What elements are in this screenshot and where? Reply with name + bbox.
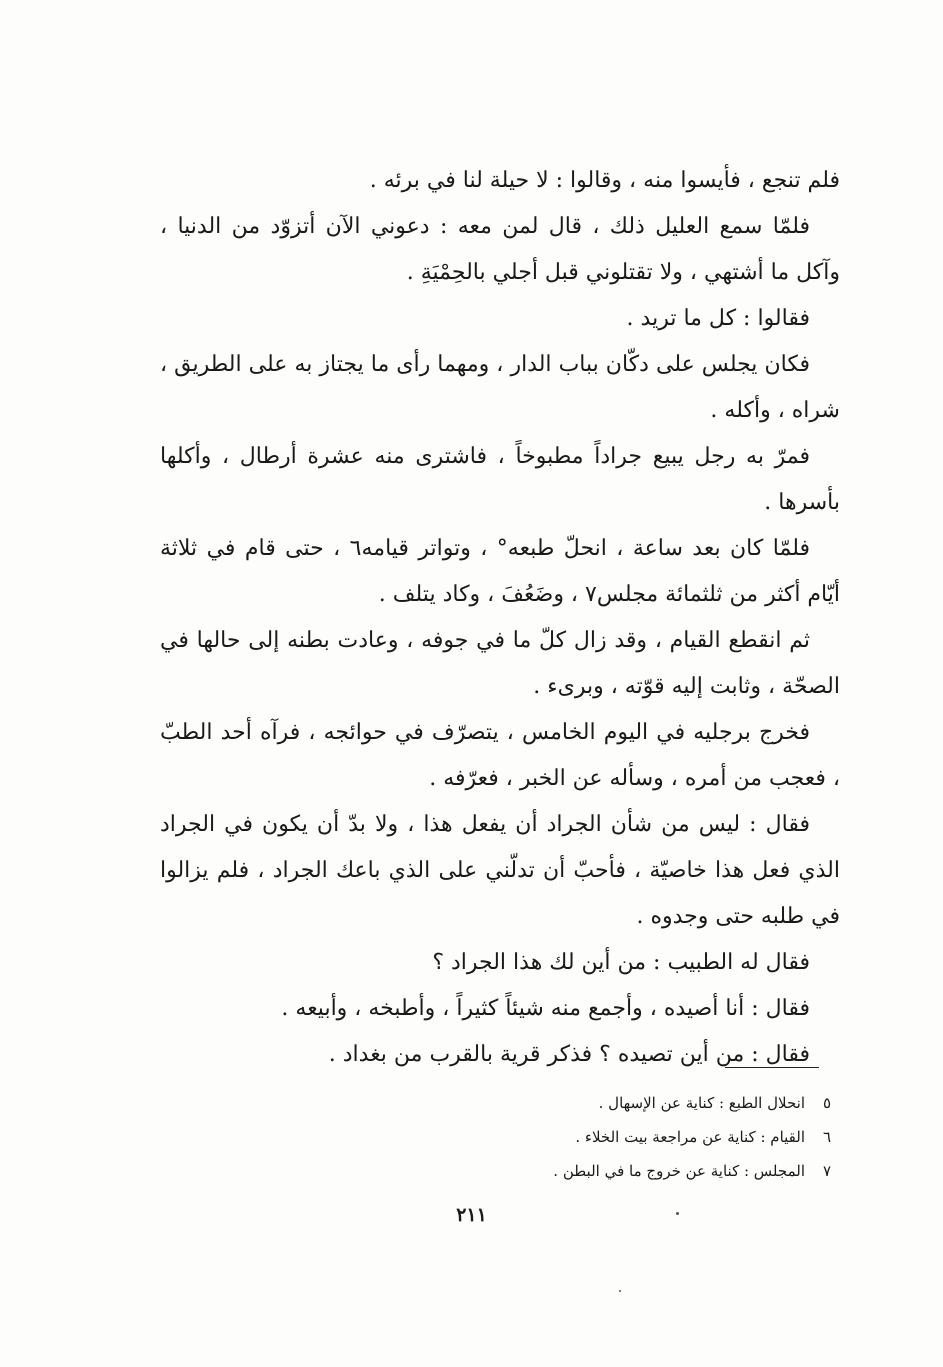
footnote-number: ٥ [822,1094,831,1112]
paragraph: فمرّ به رجل يبيع جراداً مطبوخاً ، فاشترى منه عشرة أرطال ، وأكلها بأسرها . [160,444,840,515]
paragraph: فخرج برجليه في اليوم الخامس ، يتصرّف في حوائجه ، فرآه أحد الطبّ ، فعجب من أمره ، وسأله عن الخبر ، فعرّفه . [160,720,840,791]
page-number: ٢١١ [456,1204,487,1226]
paragraph: ثم انقطع القيام ، وقد زال كلّ ما في جوفه ، وعادت بطنه إلى حالها في الصحّة ، وثابت إليه قوّته ، وبرىء . [160,628,840,699]
paragraph: فلمّا سمع العليل ذلك ، قال لمن معه : دعوني الآن أتزوّد من الدنيا ، وآكل ما أشتهي ، ولا تقتلوني قبل أجلي بالحِمْيَةِ . [160,214,840,285]
main-text [160,158,840,1078]
footnote-number: ٧ [822,1162,831,1180]
paragraph: فقال له الطبيب : من أين لك هذا الجراد ؟ [432,950,810,975]
paragraph: فلم تنجع ، فأيسوا منه ، وقالوا : لا حيلة لنا في برئه . [369,168,840,193]
paragraph: فكان يجلس على دكّان بباب الدار ، ومهما رأى ما يجتاز به على الطريق ، شراه ، وأكله . [160,352,840,423]
page-speck [676,1212,679,1215]
footnote-text: انحلال الطبع : كناية عن الإسهال . [598,1094,805,1112]
footnote [411,1086,831,1120]
paragraph: فقال : أنا أصيده ، وأجمع منه شيئاً كثيراً ، وأطبخه ، وأبيعه . [281,996,810,1021]
paragraph: فلمّا كان بعد ساعة ، انحلّ طبعه° ، وتواتر قيامه٦ ، حتى قام في ثلاثة أيّام أكثر من ثلثمائة مجلس٧ ، وضَعُفَ ، وكاد يتلف . [160,536,840,607]
footnote-text: المجلس : كناية عن خروج ما في البطن . [553,1162,805,1180]
footnote-text: القيام : كناية عن مراجعة بيت الخلاء . [575,1128,805,1146]
footnotes [411,1086,831,1188]
page-speck [619,1290,621,1292]
footnote-separator [725,1067,819,1068]
footnote [411,1120,831,1154]
paragraph: فقال : من أين تصيده ؟ فذكر قرية بالقرب من بغداد . [328,1042,810,1067]
footnote [411,1154,831,1188]
footnote-number: ٦ [822,1128,831,1146]
paragraph: فقالوا : كل ما تريد . [626,306,810,331]
paragraph: فقال : ليس من شأن الجراد أن يفعل هذا ، ولا بدّ أن يكون في الجراد الذي فعل هذا خاصيّة ، فأحبّ أن تدلّني على الذي باعك الجراد ، فلم يزالوا في طلبه حتى وجدوه . [160,812,840,929]
